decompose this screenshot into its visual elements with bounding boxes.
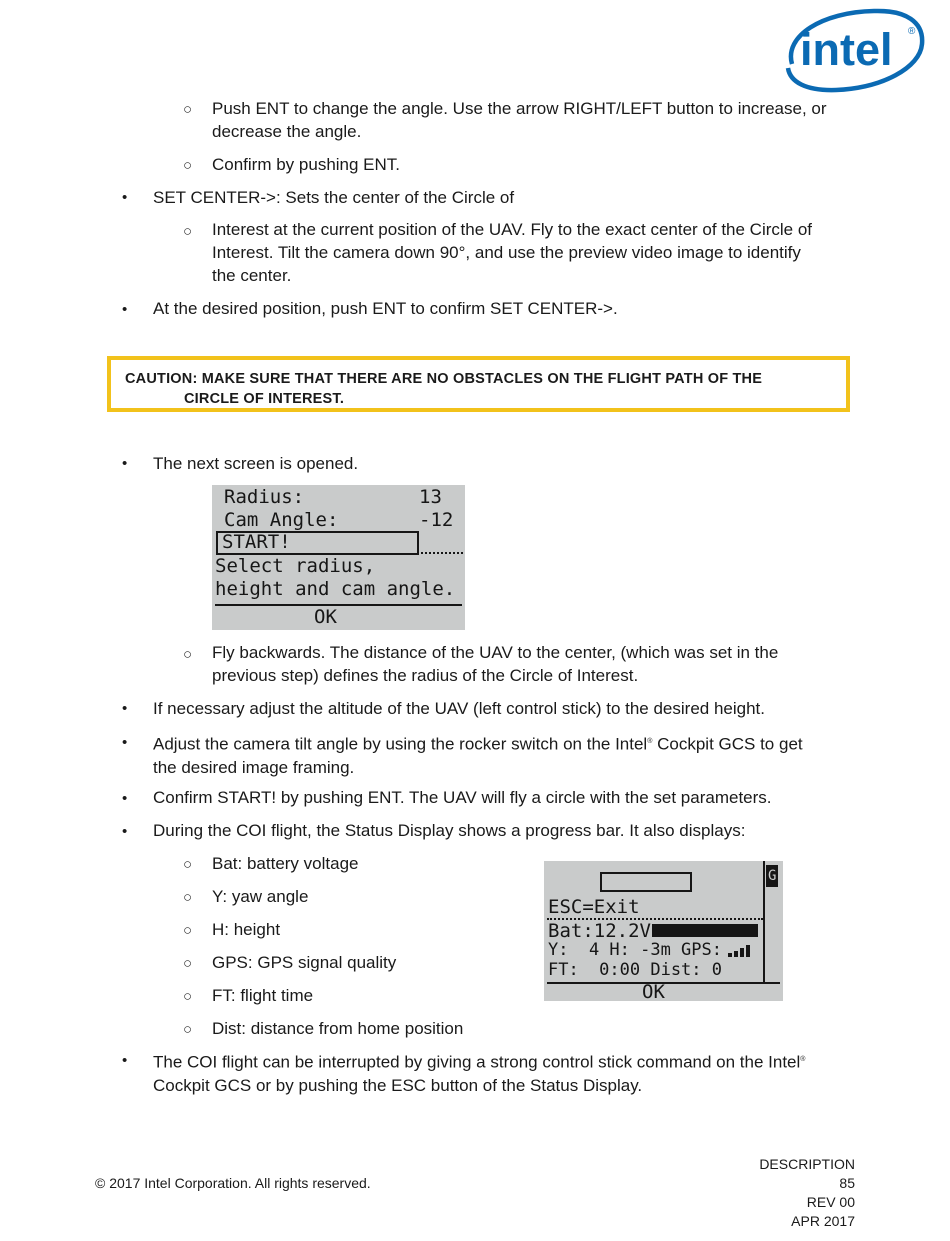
lcd-progress-bar (600, 872, 692, 892)
caution-box (107, 356, 850, 412)
lcd-bat-readout: Bat:12.2V (548, 920, 651, 942)
status-item-yaw: Y: yaw angle (212, 887, 309, 906)
lcd-angle-value: -12 (419, 509, 454, 531)
intel-logo-wordmark: intel (800, 24, 893, 75)
sub-bullet-marker: ○ (183, 889, 193, 906)
sub-bullet-marker: ○ (183, 988, 193, 1005)
lcd-screen-coi-setup (212, 485, 465, 630)
bullet-interrupt: The COI flight can be interrupted by giving a strong control stick command on the Intel® Cockpit GCS or by pushing the ESC button of the Status Display. (153, 1052, 806, 1095)
bullet-camera-tilt: Adjust the camera tilt angle by using the rocker switch on the Intel® Cockpit GCS to get the desired image framing. (153, 734, 803, 777)
intel-logo (778, 2, 928, 100)
sub-bullet-marker: ○ (183, 223, 193, 240)
bullet-marker: • (122, 790, 128, 807)
sub-bullet-marker: ○ (183, 646, 193, 663)
sub-item-interest: Interest at the current position of the UAV. Fly to the exact center of the Circle of Interest. Tilt the camera down 90°, and use the preview video image to identify the center. (212, 220, 813, 285)
lcd-esc-label: ESC=Exit (548, 896, 640, 918)
lcd-gps-signal-icon (728, 945, 750, 957)
status-item-height: H: height (212, 920, 281, 939)
bullet-marker: • (122, 700, 128, 717)
svg-text:®: ® (908, 26, 916, 37)
bullet-marker: • (122, 823, 128, 840)
lcd-status-display (544, 861, 783, 1001)
bullet-adjust-altitude: If necessary adjust the altitude of the UAV (left control stick) to the desired height. (153, 699, 765, 718)
bullet-marker: • (122, 455, 128, 472)
sub-bullet-marker: ○ (183, 922, 193, 939)
footer-page-number: 85 (839, 1175, 855, 1191)
bullet-marker: • (122, 734, 128, 751)
bullet-marker: • (122, 189, 128, 206)
lcd-yaw-height-gps: Y: 4 H: -3m GPS: (548, 940, 722, 960)
bullet-next-screen: The next screen is opened. (153, 454, 359, 473)
status-item-flight-time: FT: flight time (212, 986, 314, 1005)
bullet-coi-flight-status: During the COI flight, the Status Display shows a progress bar. It also displays: (153, 821, 746, 840)
sub-bullet-marker: ○ (183, 955, 193, 972)
sub-bullet-marker: ○ (183, 157, 193, 174)
sub-bullet-marker: ○ (183, 1021, 193, 1038)
lcd-hint-line-1: Select radius, (215, 555, 376, 577)
sub-bullet-marker: ○ (183, 101, 193, 118)
bullet-marker: • (122, 1052, 128, 1069)
status-item-bat: Bat: battery voltage (212, 854, 359, 873)
status-item-dist: Dist: distance from home position (212, 1019, 464, 1038)
lcd-corner-mark: G (766, 865, 778, 887)
bullet-confirm-start: Confirm START! by pushing ENT. The UAV will fly a circle with the set parameters. (153, 788, 772, 807)
lcd-battery-bar (652, 924, 758, 937)
lcd-radius-value: 13 (419, 486, 442, 508)
lcd-start-label: START! (222, 531, 291, 553)
sub-item-confirm: Confirm by pushing ENT. (212, 155, 401, 174)
lcd-ft-dist: FT: 0:00 Dist: 0 (548, 960, 722, 980)
sub-item-change-angle: Push ENT to change the angle. Use the arrow RIGHT/LEFT button to increase, or decrease the angle. (212, 99, 827, 141)
lcd-hint-line-2: height and cam angle. (215, 578, 456, 600)
footer-section: DESCRIPTION (759, 1156, 855, 1172)
footer-revision: REV 00 (806, 1194, 855, 1210)
footer-copyright: © 2017 Intel Corporation. All rights reserved. (95, 1175, 371, 1191)
caution-line-1: CAUTION: MAKE SURE THAT THERE ARE NO OBSTACLES ON THE FLIGHT PATH OF THE (125, 371, 763, 387)
lcd-ok-label: OK (642, 981, 665, 1003)
caution-line-2: CIRCLE OF INTEREST. (184, 391, 345, 407)
bullet-desired-position: At the desired position, push ENT to confirm SET CENTER->. (153, 299, 618, 318)
lcd-angle-label: Cam Angle: (224, 509, 339, 531)
status-item-gps: GPS: GPS signal quality (212, 953, 397, 972)
lcd-radius-label: Radius: (224, 486, 305, 508)
lcd-ok-label: OK (314, 606, 337, 628)
footer-date: APR 2017 (791, 1213, 855, 1229)
sub-bullet-marker: ○ (183, 856, 193, 873)
sub-item-fly-backwards: Fly backwards. The distance of the UAV to the center, (which was set in the previous step) defines the radius of the Circle of Interest. (212, 643, 779, 685)
bullet-set-center: SET CENTER->: Sets the center of the Circle of (153, 188, 515, 207)
bullet-marker: • (122, 301, 128, 318)
